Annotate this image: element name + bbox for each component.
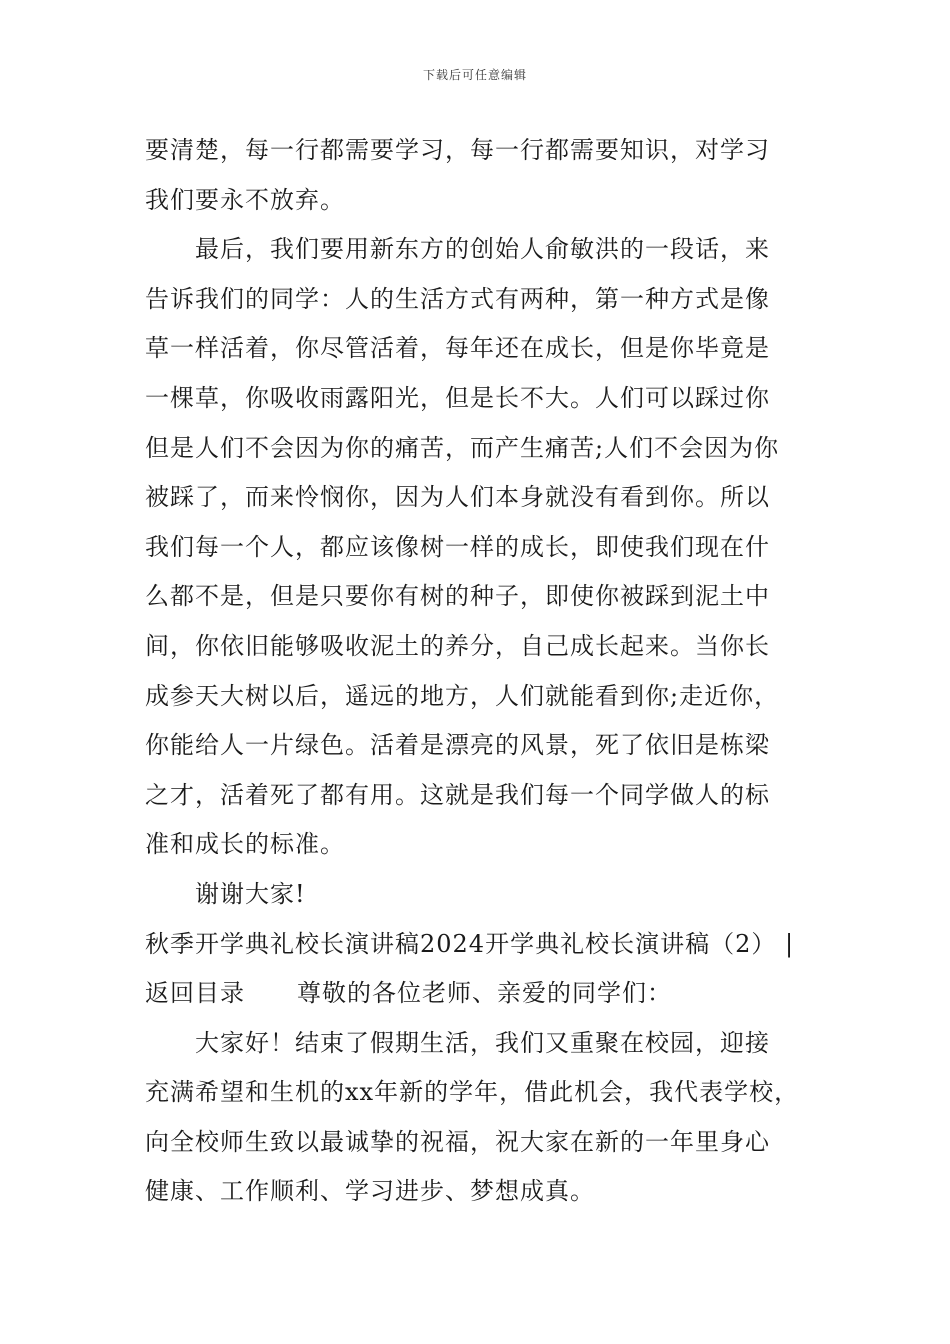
- text-line: 健康、工作顺利、学习进步、梦想成真。: [145, 1177, 595, 1206]
- text-line: 草一样活着，你尽管活着，每年还在成长，但是你毕竟是: [145, 334, 770, 363]
- text-line: 谢谢大家!: [195, 879, 306, 908]
- text-line: 充满希望和生机的xx年新的学年，借此机会，我代表学校，: [145, 1078, 800, 1107]
- return-to-toc-link[interactable]: 返回目录: [145, 979, 245, 1008]
- text-line: 一棵草，你吸收雨露阳光，但是长不大。人们可以踩过你: [145, 383, 770, 412]
- page-header: 下载后可任意编辑: [422, 68, 527, 82]
- text-line: 被踩了，而来怜悯你，因为人们本身就没有看到你。所以: [145, 483, 770, 512]
- text-line: 之才，活着死了都有用。这就是我们每一个同学做人的标: [145, 780, 770, 809]
- text-line: 要清楚，每一行都需要学习，每一行都需要知识，对学习: [145, 136, 770, 164]
- text-line: 秋季开学典礼校长演讲稿2024开学典礼校长演讲稿（2） |: [145, 929, 795, 958]
- text-line: 最后，我们要用新东方的创始人俞敏洪的一段话，来: [195, 235, 770, 264]
- text-line: 我们要永不放弃。: [145, 185, 345, 214]
- text-line: 我们每一个人，都应该像树一样的成长，即使我们现在什: [145, 532, 770, 561]
- text-line: 向全校师生致以最诚挚的祝福，祝大家在新的一年里身心: [145, 1127, 770, 1156]
- document-body: [145, 126, 825, 1217]
- paragraph-block: [145, 126, 825, 969]
- text-line: 大家好！结束了假期生活，我们又重聚在校园，迎接: [195, 1028, 770, 1057]
- text-line: 告诉我们的同学：人的生活方式有两种，第一种方式是像: [145, 284, 770, 313]
- paragraph-block: [145, 1019, 825, 1217]
- text-line: 准和成长的标准。: [145, 830, 345, 859]
- text-line: 但是人们不会因为你的痛苦，而产生痛苦;人们不会因为你: [145, 433, 780, 462]
- text-line: 你能给人一片绿色。活着是漂亮的风景，死了依旧是栋梁: [145, 731, 770, 760]
- text-line: 么都不是，但是只要你有树的种子，即使你被踩到泥土中: [145, 582, 770, 611]
- toc-line: [145, 969, 825, 1019]
- text-line: 间，你依旧能够吸收泥土的养分，自己成长起来。当你长: [145, 631, 770, 660]
- text-line: 成参天大树以后，遥远的地方，人们就能看到你;走近你，: [145, 681, 780, 710]
- salutation-text: 尊敬的各位老师、亲爱的同学们：: [297, 979, 672, 1008]
